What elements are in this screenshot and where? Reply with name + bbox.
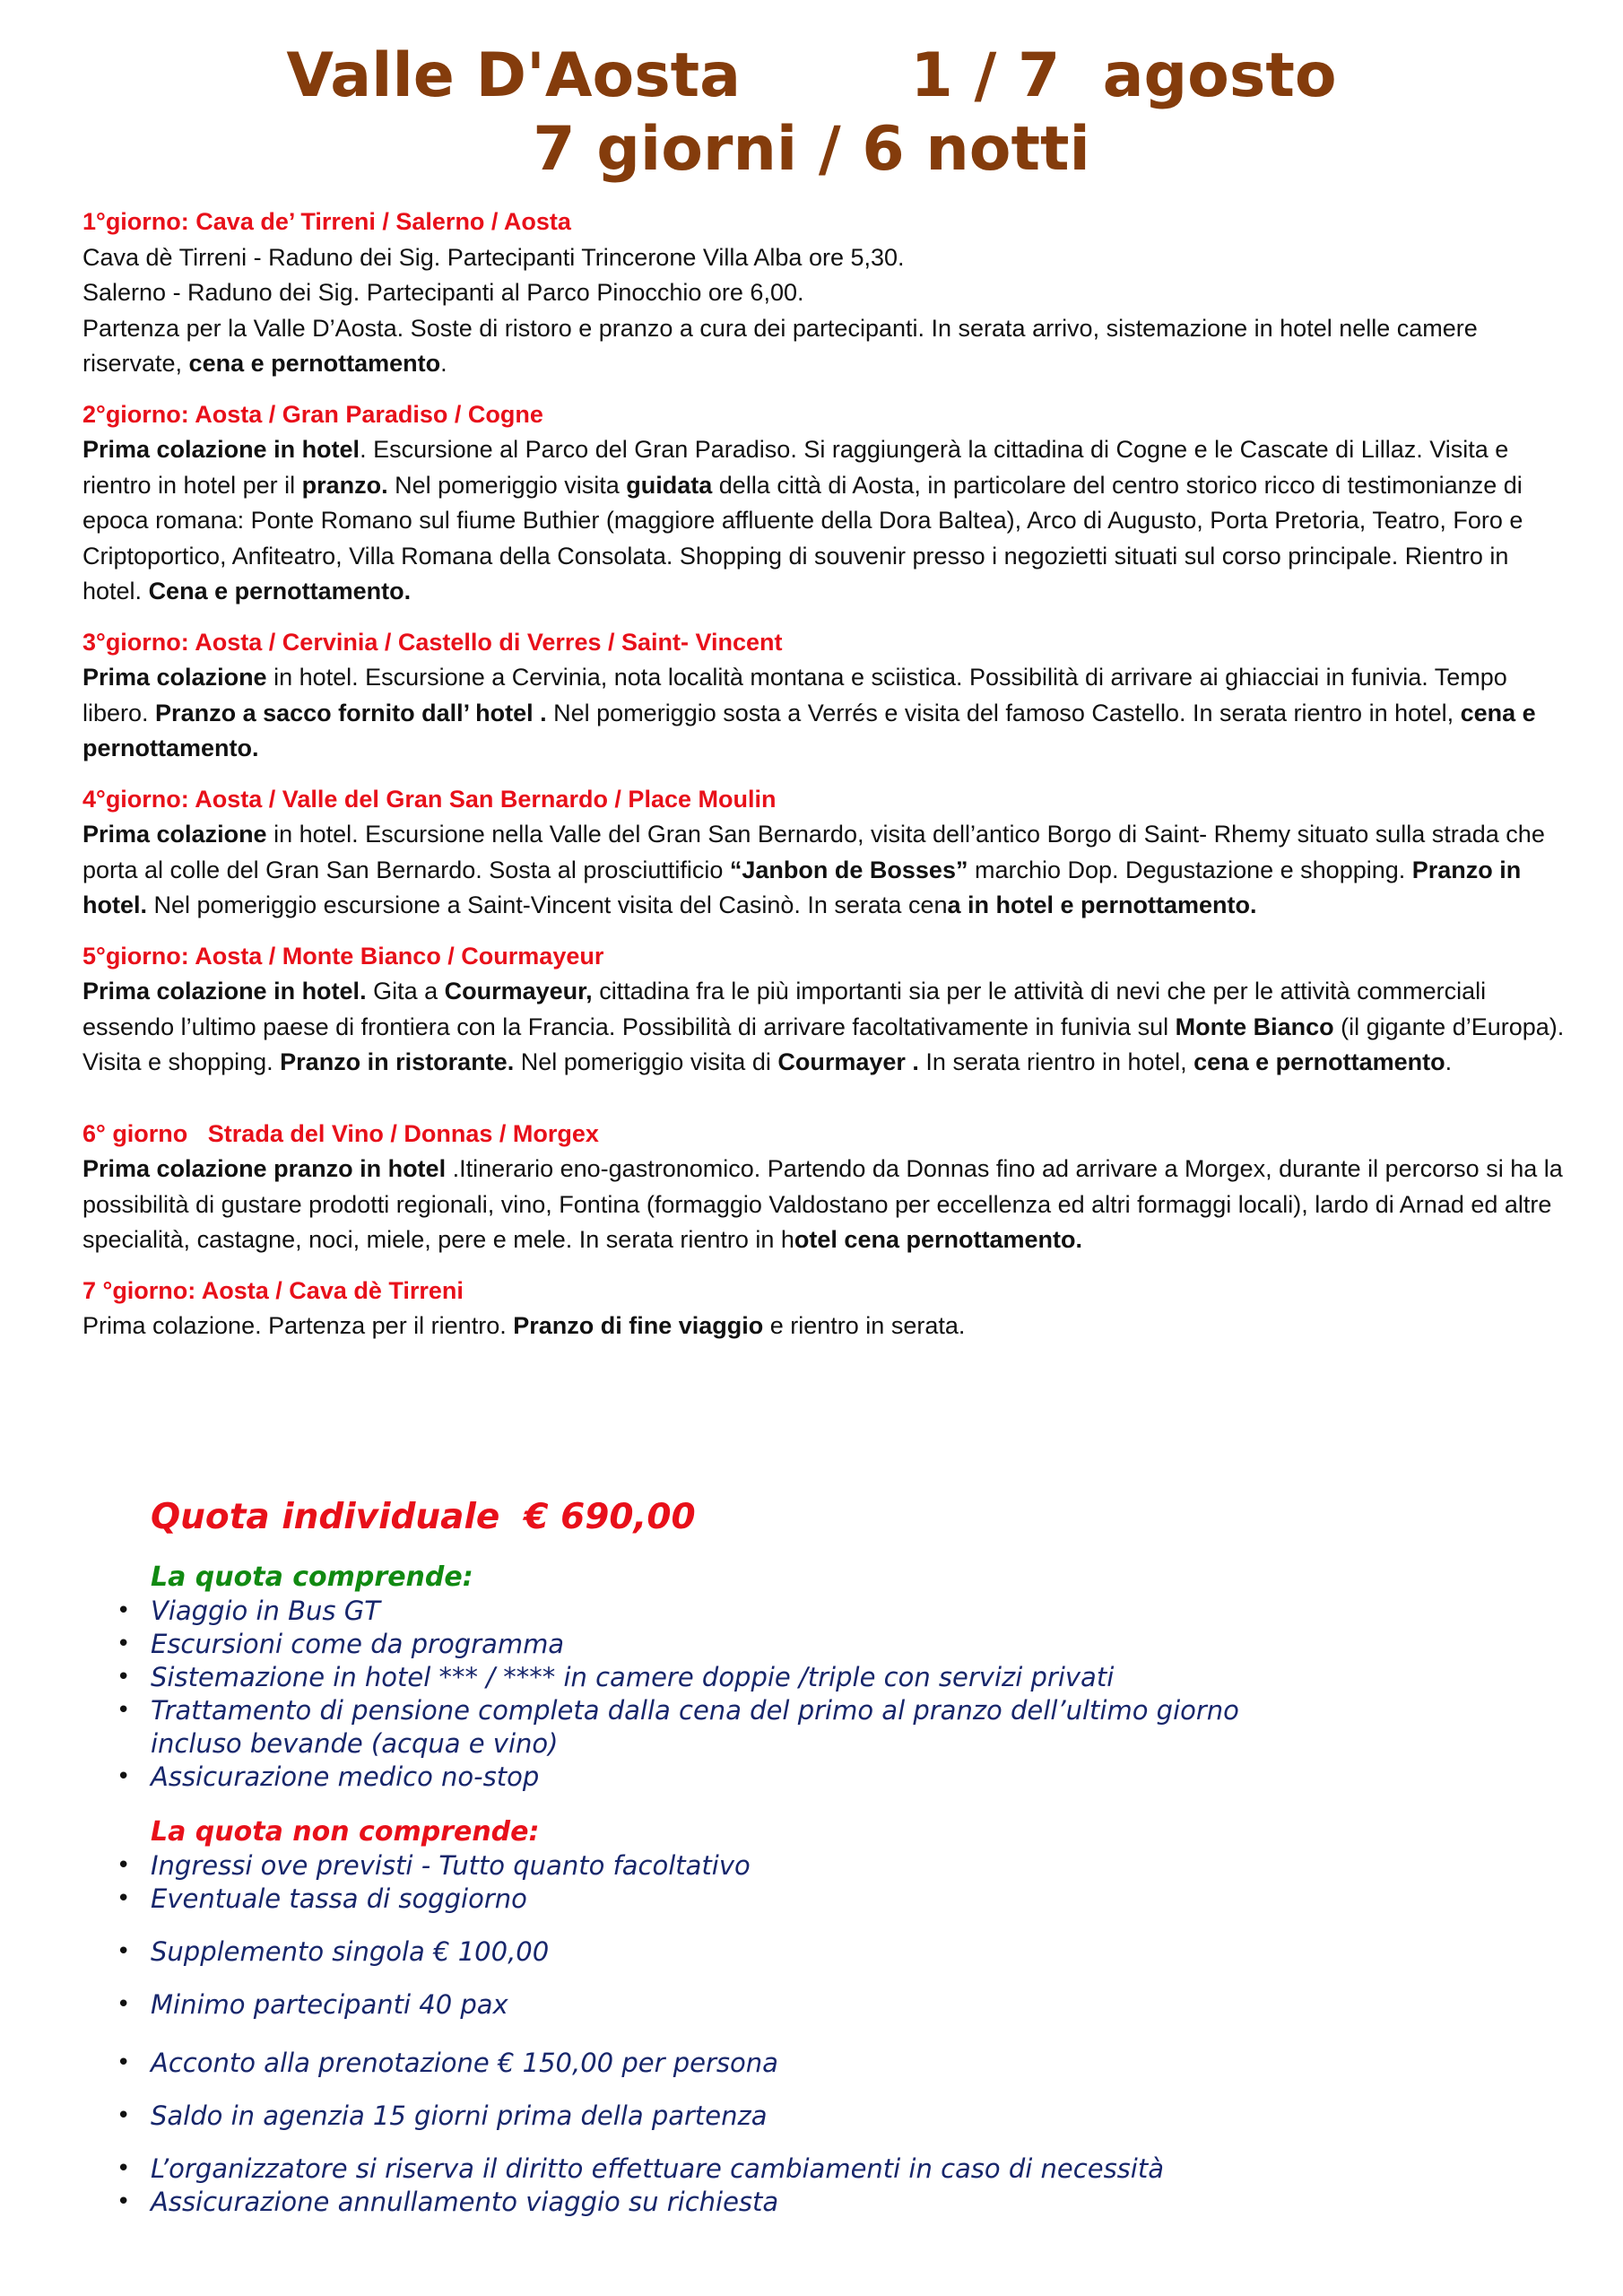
bullet-icon: • (117, 1991, 131, 2018)
title-duration: 7 giorni / 6 notti (533, 114, 1090, 185)
bold-text: Pranzo di fine viaggio (513, 1312, 764, 1339)
bullet-icon: • (117, 2155, 131, 2182)
text: Nel pomeriggio visita di (514, 1048, 778, 1075)
text: Nel pomeriggio escursione a Saint-Vincent visita del Casinò. In serata cen (147, 891, 948, 918)
includes-item: • Escursioni come da programma (117, 1629, 565, 1659)
text: Nel pomeriggio visita (387, 471, 627, 499)
text: cittadina fra le più importanti sia per le attività di nevi che per le attività commerciali essendo l’ultimo paese di frontiera con la Francia. Possibilità di arrivare facoltativamente in funivia sul (82, 978, 1487, 1040)
text: Salerno - Raduno dei Sig. Partecipanti al Parco Pinocchio ore 6,00. (82, 279, 804, 306)
excludes-item: • Saldo in agenzia 15 giorni prima della partenza (117, 2100, 768, 2131)
text: (il gigante d’Europa). Visita e shopping. (82, 1013, 1565, 1075)
bullet-icon: • (117, 2049, 131, 2076)
bullet-icon: • (117, 1852, 131, 1879)
bold-text: Prima colazione pranzo in hotel (82, 1155, 447, 1182)
bold-text: a in hotel e pernottamento. (947, 891, 1257, 918)
day-title: 5°giorno: Aosta / Monte Bianco / Courmayeur (82, 942, 604, 970)
bold-text: pranzo. (301, 471, 388, 499)
text: . (1445, 1048, 1453, 1075)
day-title: 6° giorno Strada del Vino / Donnas / Morgex (82, 1119, 599, 1147)
day-description (82, 817, 1571, 924)
bold-text: Cena e pernottamento. (148, 578, 412, 604)
bold-text: otel cena pernottamento. (794, 1226, 1082, 1253)
day-5 (82, 939, 1571, 1081)
excludes-item: • L’organizzatore si riserva il diritto effettuare cambiamenti in caso di necessità (117, 2153, 1164, 2184)
excludes-item: • Ingressi ove previsti - Tutto quanto facoltativo (117, 1850, 751, 1881)
day-title: 1°giorno: Cava de’ Tirreni / Salerno / Aosta (82, 208, 571, 235)
excludes-item: • Eventuale tassa di soggiorno (117, 1883, 527, 1914)
day-title: 4°giorno: Aosta / Valle del Gran San Bernardo / Place Moulin (82, 785, 777, 813)
excludes-item: • Supplemento singola € 100,00 (117, 1936, 550, 1967)
text: Gita a (366, 978, 445, 1004)
text: in hotel. Escursione a Cervinia, nota località montana e sciistica. Possibilità di arrivare ai ghiacciai in funivia. Tempo libero. (82, 664, 1507, 726)
bullet-icon: • (117, 2188, 131, 2215)
text: marchio Dop. Degustazione e shopping. (968, 856, 1412, 883)
bold-text: Pranzo in hotel. (82, 856, 1522, 918)
text: Cava dè Tirreni - Raduno dei Sig. Partecipanti Trincerone Villa Alba ore 5,30. (82, 243, 905, 271)
document-title (0, 39, 1623, 187)
excludes-item: • Minimo partecipanti 40 pax (117, 1989, 508, 2020)
day-description (82, 974, 1571, 1081)
day-description (82, 432, 1571, 610)
day-6 (82, 1117, 1571, 1258)
title-destination-dates: Valle D'Aosta 1 / 7 agosto (286, 40, 1337, 111)
day-title: 2°giorno: Aosta / Gran Paradiso / Cogne (82, 400, 543, 428)
bullet-icon: • (117, 1697, 131, 1724)
bullet-icon: • (117, 1631, 131, 1657)
day-description (82, 1152, 1571, 1258)
price-includes-section (108, 1561, 1453, 1794)
text: In serata rientro in hotel, (918, 1048, 1194, 1075)
day-3 (82, 625, 1571, 767)
bold-text: Pranzo in ristorante. (280, 1048, 515, 1075)
text: della città di Aosta, in particolare del centro storico ricco di testimonianze di epoca romana: Ponte Romano sul fiume Buthier (maggiore affluente della Dora Baltea), Arco di Augusto, Porta Pretoria, Teatro, Foro e Criptoportico, Anfiteatro, Villa Romana della Consolata. Shopping di souvenir presso i negozietti situati sul corso principale. Rientro in hotel. (82, 471, 1523, 604)
includes-item: • Sistemazione in hotel *** / **** in camere doppie /triple con servizi privati (117, 1662, 1115, 1692)
bullet-icon: • (117, 1938, 131, 1965)
price-excludes-section (108, 1815, 1453, 2219)
bold-text: cena e pernottamento (188, 350, 441, 377)
text: . (440, 350, 447, 377)
day-description (82, 240, 1571, 382)
text: .Itinerario eno-gastronomico. Partendo da Donnas fino ad arrivare a Morgex, durante il percorso si ha la possibilità di gustare prodotti regionali, vino, Fontina (formaggio Valdostano per eccellenza ed altri formaggi locali), lardo di Arnad ed altre specialità, castagne, noci, miele, pere e mele. In serata rientro in h (82, 1155, 1563, 1253)
text: e rientro in serata. (763, 1312, 966, 1339)
day-7 (82, 1274, 1571, 1344)
day-2 (82, 397, 1571, 610)
bold-text: cena e pernottamento (1193, 1048, 1445, 1075)
text: Nel pomeriggio sosta a Verrés e visita del famoso Castello. In serata rientro in hotel, (546, 699, 1461, 726)
includes-heading: La quota comprende: (151, 1561, 473, 1593)
text: Prima colazione. Partenza per il rientro. (82, 1312, 514, 1339)
bullet-icon: • (117, 2102, 131, 2129)
excludes-item: • Acconto alla prenotazione € 150,00 per persona (117, 2048, 778, 2078)
bullet-icon: • (117, 1885, 131, 1912)
day-1 (82, 204, 1571, 382)
individual-price: Quota individuale € 690,00 (151, 1497, 696, 1537)
bold-text: Pranzo a sacco fornito dall’ hotel . (155, 699, 547, 726)
bullet-icon: • (117, 1763, 131, 1790)
excludes-heading: La quota non comprende: (151, 1816, 540, 1848)
bold-text: Monte Bianco (1175, 1013, 1334, 1040)
day-description (82, 660, 1571, 767)
bold-text: Courmayeur, (444, 978, 593, 1004)
text: Partenza per la Valle D’Aosta. Soste di ristoro e pranzo a cura dei partecipanti. In serata arrivo, sistemazione in hotel nelle camere riservate, (82, 314, 1478, 377)
bold-text: guidata (626, 471, 713, 499)
bold-text: cena e pernottamento. (82, 699, 1536, 761)
bullet-icon: • (117, 1664, 131, 1691)
includes-item: • Viaggio in Bus GT (117, 1596, 380, 1626)
text: in hotel. Escursione nella Valle del Gran San Bernardo, visita dell’antico Borgo di Saint- Rhemy situato sulla strada che porta al colle del Gran San Bernardo. Sosta al prosciuttificio (82, 821, 1545, 883)
bold-text: “Janbon de Bosses” (729, 856, 968, 883)
day-title: 3°giorno: Aosta / Cervinia / Castello di Verres / Saint- Vincent (82, 628, 783, 656)
bold-text: Prima colazione (82, 664, 267, 691)
text: . Escursione al Parco del Gran Paradiso. Si raggiungerà la cittadina di Cogne e le Cascate di Lillaz. Visita e rientro in hotel per il (82, 436, 1509, 499)
bullet-icon: • (117, 1597, 131, 1624)
includes-item: • Trattamento di pensione completa dalla cena del primo al pranzo dell’ultimo giorno incluso bevande (acqua e vino) (117, 1695, 1239, 1759)
bold-text: Prima colazione in hotel. (82, 978, 367, 1004)
itinerary (82, 204, 1571, 1360)
includes-item: • Assicurazione medico no-stop (117, 1761, 540, 1792)
day-description (82, 1309, 1571, 1344)
excludes-item: • Assicurazione annullamento viaggio su richiesta (117, 2187, 779, 2217)
day-title: 7 °giorno: Aosta / Cava dè Tirreni (82, 1276, 464, 1304)
bold-text: Prima colazione in hotel (82, 436, 360, 463)
bold-text: Prima colazione (82, 821, 267, 848)
bold-text: Courmayer . (777, 1048, 919, 1075)
day-4 (82, 782, 1571, 924)
